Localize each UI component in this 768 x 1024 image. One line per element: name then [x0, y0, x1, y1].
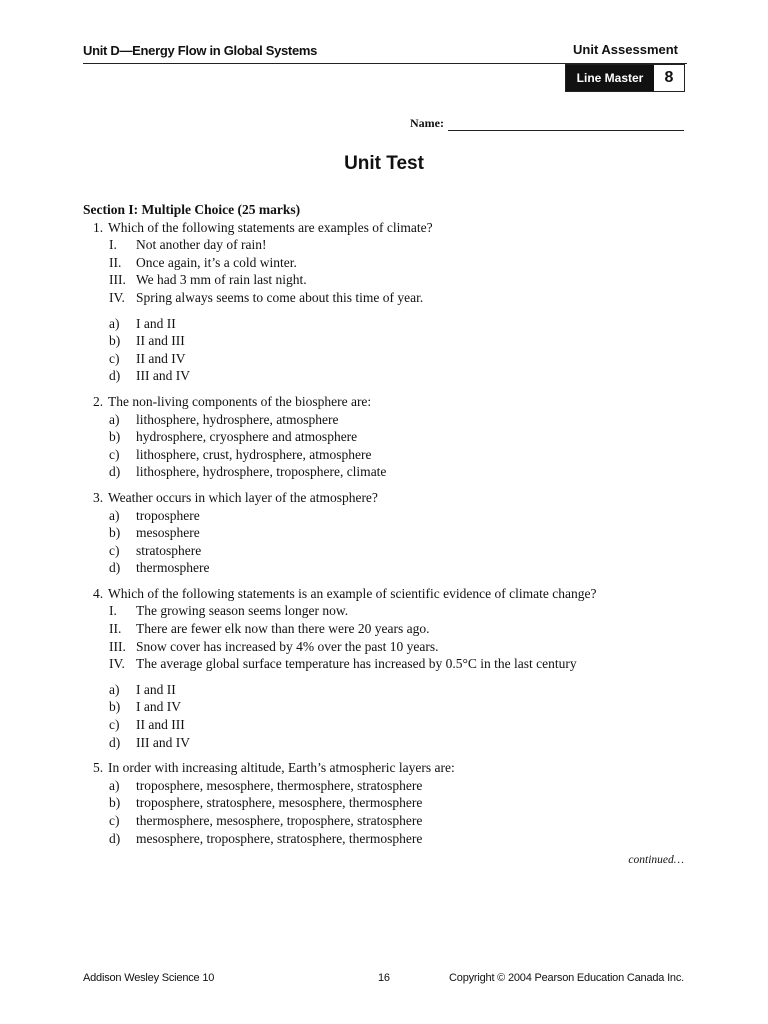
answer-options	[83, 411, 693, 481]
name-blank-line[interactable]	[448, 118, 684, 131]
question-stem	[83, 585, 693, 603]
answer-option-marker: a)	[109, 777, 120, 793]
answer-option-marker: d)	[109, 560, 121, 576]
question-1	[83, 219, 693, 385]
statement	[83, 289, 693, 307]
line-master-number: 8	[664, 69, 674, 86]
header-unit-title: Unit D—Energy Flow in Global Systems	[83, 43, 318, 58]
answer-option-marker: a)	[109, 681, 120, 697]
line-master-label: Line Master	[566, 65, 654, 91]
question-text: The non-living components of the biosphere are:	[108, 393, 372, 409]
question-number: 4.	[93, 585, 104, 601]
answer-option-text: thermosphere, mesosphere, troposphere, stratosphere	[136, 813, 423, 828]
statement	[83, 271, 693, 289]
statement-text: The average global surface temperature has increased by 0.5°C in the last century	[136, 656, 577, 672]
answer-option-marker: d)	[109, 830, 121, 846]
answer-options	[83, 777, 693, 847]
name-field	[410, 116, 684, 131]
answer-options	[83, 507, 693, 577]
question-number: 1.	[93, 219, 104, 235]
statement-marker: III.	[109, 638, 126, 654]
answer-option-text: lithosphere, hydrosphere, atmosphere	[136, 411, 339, 427]
question-2	[83, 393, 693, 481]
question-3	[83, 489, 693, 577]
test-content	[83, 201, 693, 847]
header-assessment-label: Unit Assessment	[573, 42, 678, 57]
question-stem	[83, 759, 693, 777]
question-stem	[83, 393, 693, 411]
question-text: Which of the following statements is an example of scientific evidence of climate change?	[108, 585, 597, 601]
statement-marker: I.	[109, 603, 117, 619]
answer-option[interactable]	[83, 734, 693, 752]
answer-option-marker: b)	[109, 795, 121, 811]
answer-option-marker: b)	[109, 333, 121, 349]
answer-option-marker: c)	[109, 813, 120, 828]
answer-option-marker: d)	[109, 368, 121, 384]
section-title: Section I: Multiple Choice (25 marks)	[83, 202, 301, 217]
answer-option-text: stratosphere	[136, 542, 202, 558]
answer-option[interactable]	[83, 350, 693, 368]
answer-option[interactable]	[83, 698, 693, 716]
answer-option-text: III and IV	[136, 368, 190, 384]
answer-option[interactable]	[83, 332, 693, 350]
name-label: Name:	[410, 116, 444, 130]
question-number: 5.	[93, 760, 104, 776]
answer-option-text: II and IV	[136, 350, 186, 366]
answer-option-marker: c)	[109, 446, 120, 462]
answer-options	[83, 681, 693, 751]
answer-option[interactable]	[83, 812, 693, 830]
statement	[83, 655, 693, 673]
statement-list	[83, 236, 693, 306]
answer-option-marker: a)	[109, 315, 120, 331]
answer-option-marker: d)	[109, 734, 121, 750]
statement-text: Spring always seems to come about this time of year.	[136, 289, 424, 305]
answer-option[interactable]	[83, 428, 693, 446]
answer-option-text: I and IV	[136, 699, 181, 715]
answer-option[interactable]	[83, 777, 693, 795]
question-stem	[83, 489, 693, 507]
answer-option[interactable]	[83, 559, 693, 577]
answer-option-text: lithosphere, hydrosphere, troposphere, climate	[136, 464, 387, 480]
question-list	[83, 219, 693, 848]
statement-marker: II.	[109, 621, 122, 637]
answer-option-text: III and IV	[136, 734, 190, 750]
answer-option[interactable]	[83, 524, 693, 542]
statement-text: The growing season seems longer now.	[136, 603, 349, 619]
answer-option-text: troposphere	[136, 507, 200, 523]
question-5	[83, 759, 693, 847]
answer-option[interactable]	[83, 681, 693, 699]
answer-option-marker: b)	[109, 525, 121, 541]
answer-option[interactable]	[83, 315, 693, 333]
statement-marker: III.	[109, 272, 126, 288]
answer-option-marker: c)	[109, 717, 120, 733]
answer-option-marker: a)	[109, 411, 120, 427]
answer-option-text: thermosphere	[136, 560, 210, 576]
statement	[83, 602, 693, 620]
statement	[83, 254, 693, 272]
statement-marker: IV.	[109, 289, 125, 305]
answer-option-text: mesosphere	[136, 525, 200, 541]
answer-option-marker: b)	[109, 699, 121, 715]
answer-option-text: troposphere, stratosphere, mesosphere, thermosphere	[136, 795, 423, 811]
answer-options	[83, 315, 693, 385]
line-master-box	[565, 64, 685, 92]
statement-text: Snow cover has increased by 4% over the past 10 years.	[136, 638, 439, 654]
statement-text: Once again, it’s a cold winter.	[136, 254, 297, 270]
question-number: 2.	[93, 393, 104, 409]
page-title: Unit Test	[344, 153, 424, 174]
statement-text: Not another day of rain!	[136, 237, 267, 253]
answer-option-marker: c)	[109, 542, 120, 558]
statement-marker: IV.	[109, 656, 125, 672]
question-number: 3.	[93, 489, 104, 505]
question-stem	[83, 219, 693, 237]
question-text: In order with increasing altitude, Earth’s atmospheric layers are:	[108, 760, 455, 776]
answer-option-text: I and II	[136, 681, 176, 697]
statement-text: There are fewer elk now than there were 20 years ago.	[136, 621, 430, 637]
question-4	[83, 585, 693, 751]
answer-option-marker: c)	[109, 350, 120, 366]
statement-text: We had 3 mm of rain last night.	[136, 272, 307, 288]
statement	[83, 638, 693, 656]
statement	[83, 236, 693, 254]
answer-option[interactable]	[83, 411, 693, 429]
answer-option[interactable]	[83, 507, 693, 525]
answer-option-text: II and III	[136, 333, 185, 349]
answer-option-marker: d)	[109, 464, 121, 480]
answer-option[interactable]	[83, 830, 693, 848]
answer-option-marker: a)	[109, 507, 120, 523]
continued-note: continued…	[628, 854, 684, 866]
answer-option-marker: b)	[109, 429, 121, 445]
answer-option-text: I and II	[136, 315, 176, 331]
answer-option-text: mesosphere, troposphere, stratosphere, thermosphere	[136, 830, 423, 846]
statement-marker: I.	[109, 237, 117, 253]
answer-option[interactable]	[83, 716, 693, 734]
statement	[83, 620, 693, 638]
footer-copyright: Copyright © 2004 Pearson Education Canada Inc.	[449, 972, 684, 984]
answer-option[interactable]	[83, 463, 693, 481]
question-text: Which of the following statements are examples of climate?	[108, 219, 433, 235]
answer-option-text: lithosphere, crust, hydrosphere, atmosphere	[136, 446, 372, 462]
answer-option-text: troposphere, mesosphere, thermosphere, stratosphere	[136, 777, 423, 793]
statement-list	[83, 602, 693, 672]
answer-option[interactable]	[83, 794, 693, 812]
footer-page-number: 16	[378, 972, 390, 984]
question-text: Weather occurs in which layer of the atmosphere?	[108, 489, 378, 505]
footer-publication: Addison Wesley Science 10	[83, 972, 215, 984]
answer-option[interactable]	[83, 446, 693, 464]
answer-option-text: II and III	[136, 717, 185, 733]
answer-option[interactable]	[83, 367, 693, 385]
answer-option[interactable]	[83, 542, 693, 560]
statement-marker: II.	[109, 254, 122, 270]
answer-option-text: hydrosphere, cryosphere and atmosphere	[136, 429, 358, 445]
